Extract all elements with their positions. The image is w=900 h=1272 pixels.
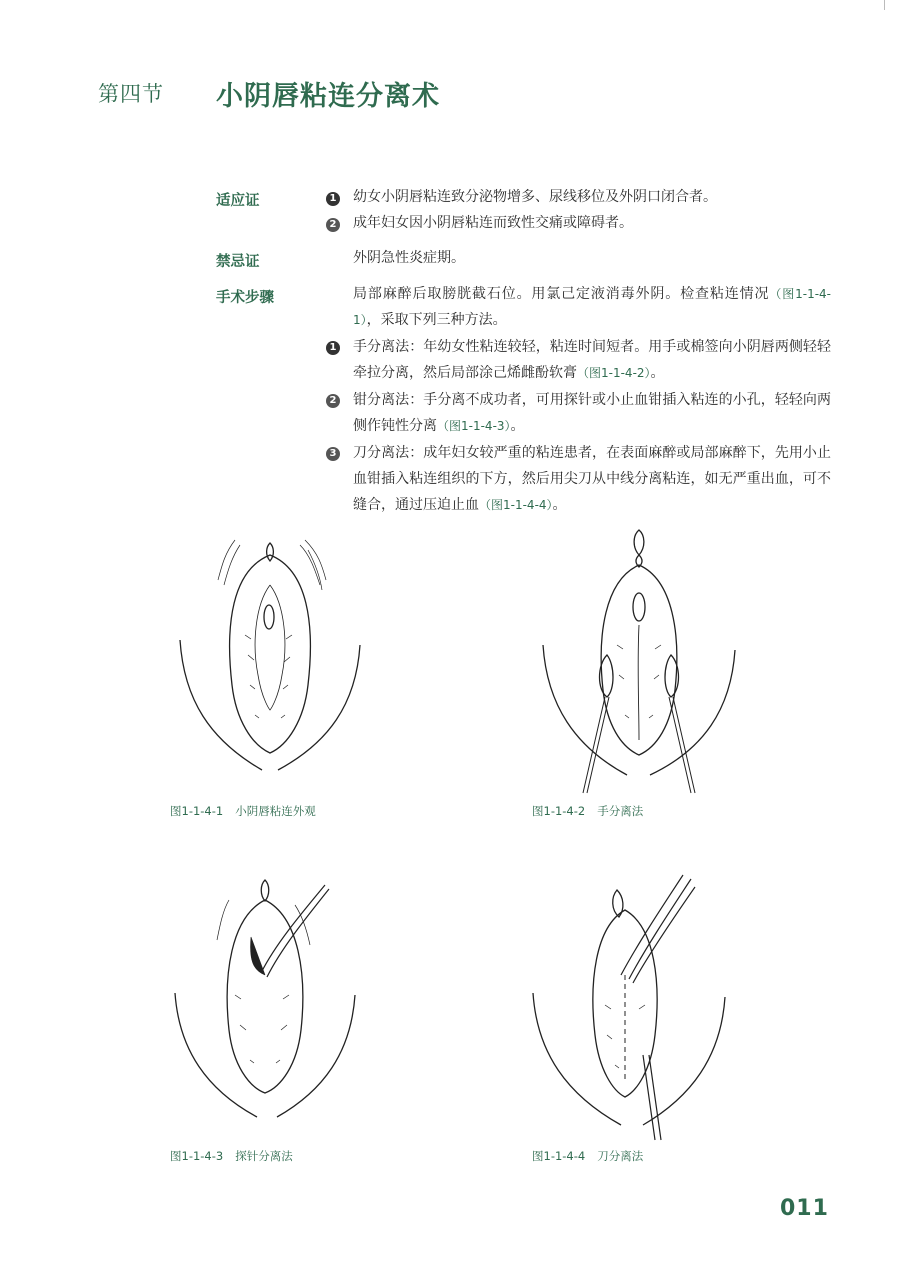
steps-intro-text: 局部麻醉后取膀胱截石位。用氯己定液消毒外阴。检查粘连情况 [353, 286, 770, 302]
step-1-number: 1 [326, 341, 340, 355]
step-2-end: 。 [510, 418, 525, 434]
indication-1-number: 1 [326, 192, 340, 206]
figure-1-title: 小阴唇粘连外观 [235, 804, 316, 818]
step-3-number: 3 [326, 447, 340, 461]
indication-2-number: 2 [326, 218, 340, 232]
figure-3-caption [170, 1148, 293, 1164]
figure-2-number: 图1-1-4-2 [532, 804, 586, 818]
figure-2-illustration [535, 525, 745, 795]
step-1-figure-reference: （图1-1-4-2） [577, 366, 651, 380]
contraindications-text: 外阴急性炎症期。 [353, 250, 465, 266]
figure-3-illustration [165, 865, 365, 1135]
figure-1-illustration [170, 525, 370, 790]
step-3-body: 刀分离法：成年妇女较严重的粘连患者，在表面麻醉或局部麻醉下，先用小止血钳插入粘连组织的下方，然后用尖刀从中线分离粘连，如无严重出血，可不缝合，通过压迫止血 [353, 445, 831, 513]
steps-label: 手术步骤 [216, 290, 274, 306]
indication-2-text: 成年妇女因小阴唇粘连而致性交痛或障碍者。 [353, 215, 633, 231]
step-1-end: 。 [650, 365, 665, 381]
figure-3-title: 探针分离法 [235, 1149, 293, 1163]
figure-2-caption [532, 803, 643, 819]
figure-4-number: 图1-1-4-4 [532, 1149, 586, 1163]
step-1-body: 手分离法：年幼女性粘连较轻，粘连时间短者。用手或棉签向小阴唇两侧轻轻牵拉分离，然后局部涂己烯雌酚软膏 [353, 339, 831, 381]
page-number: 011 [780, 1196, 829, 1221]
page-corner-mark [884, 0, 900, 10]
figure-2-title: 手分离法 [597, 804, 644, 818]
figure-4-caption [532, 1148, 643, 1164]
step-1-text [353, 334, 831, 386]
figure-reference: （图1-1-4-1） [353, 287, 831, 327]
figure-3-number: 图1-1-4-3 [170, 1149, 224, 1163]
figure-1-number: 图1-1-4-1 [170, 804, 224, 818]
section-title: 小阴唇粘连分离术 [216, 81, 440, 112]
step-2-text [353, 387, 831, 439]
steps-intro-end: ，采取下列三种方法。 [366, 312, 507, 328]
step-2-number: 2 [326, 394, 340, 408]
figure-4-illustration [525, 865, 735, 1145]
step-3-end: 。 [552, 497, 567, 513]
figure-1-caption [170, 803, 316, 819]
step-3-text [353, 440, 831, 518]
steps-intro [353, 281, 831, 333]
step-2-figure-reference: （图1-1-4-3） [437, 419, 511, 433]
step-3-figure-reference: （图1-1-4-4） [479, 498, 553, 512]
step-2-body: 钳分离法：手分离不成功者，可用探针或小止血钳插入粘连的小孔，轻轻向两侧作钝性分离 [353, 392, 831, 434]
indications-label: 适应证 [216, 193, 260, 209]
indication-1-text: 幼女小阴唇粘连致分泌物增多、尿线移位及外阴口闭合者。 [353, 189, 717, 205]
figure-4-title: 刀分离法 [597, 1149, 644, 1163]
contraindications-label: 禁忌证 [216, 254, 260, 270]
section-label: 第四节 [98, 82, 164, 106]
